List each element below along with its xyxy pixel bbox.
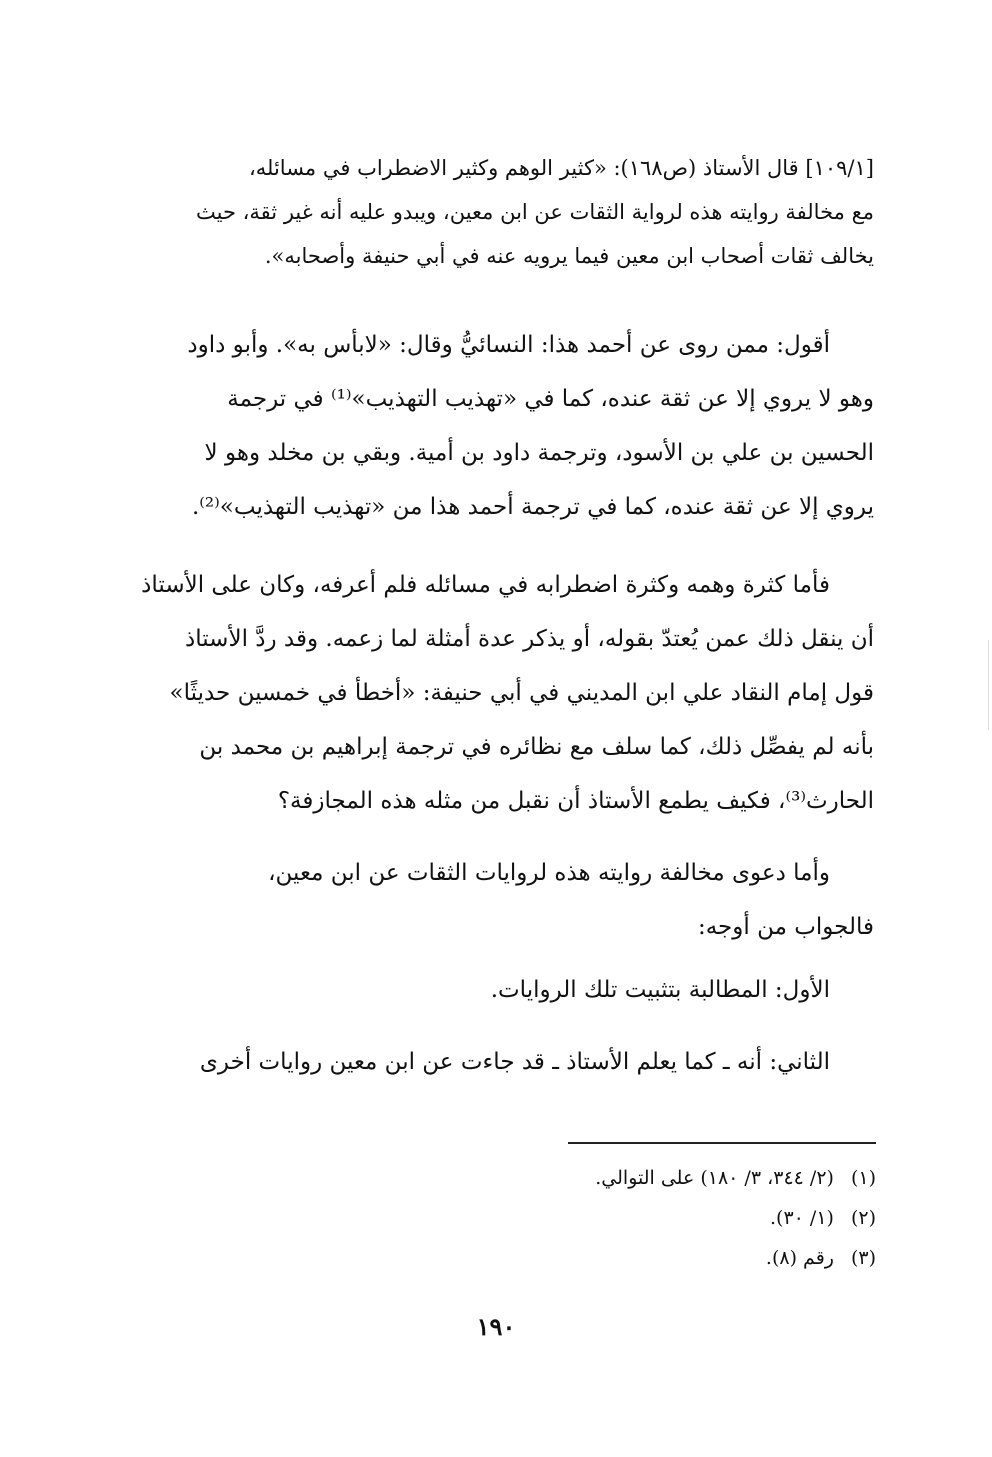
footnote-text: رقم (٨). [765,1247,834,1269]
text-line: بأنه لم يفصِّل ذلك، كما سلف مع نظائره في ترجمة إبراهيم بن محمد بن [199,734,874,760]
paragraph-claim [104,846,874,954]
text-line: وهو لا يروي إلا عن ثقة عنده، كما في «تهذيب التهذيب»⁽¹⁾ في ترجمة [227,386,874,412]
footnote-number: (٢) [850,1207,876,1229]
footnote-number: (٣) [850,1247,876,1269]
text-line: أن ينقل ذلك عمن يُعتدّ بقوله، أو يذكر عدة أمثلة لما زعمه. وقد ردَّ الأستاذ [184,626,874,652]
text-line: الحارث⁽³⁾، فكيف يطمع الأستاذ أن نقبل من مثله هذه المجازفة؟ [277,788,874,814]
footnote-number: (١) [850,1167,876,1189]
text-line: [١٠٩/١] قال الأستاذ (ص١٦٨): «كثير الوهم وكثير الاضطراب في مسائله، [248,156,874,180]
text-line: الحسين بن علي بن الأسود، وترجمة داود بن أمية. وبقي بن مخلد وهو لا [204,440,874,466]
footnotes [400,1158,876,1278]
quote-paragraph [104,146,874,278]
text-line: الثاني: أنه ـ كما يعلم الأستاذ ـ قد جاءت عن ابن معين روايات أخرى [199,1049,830,1075]
text-line: قول إمام النقاد علي ابن المديني في أبي حنيفة: «أخطأ في خمسين حديثًا» [169,680,874,706]
footnote-item [400,1198,876,1238]
footnote-item [400,1238,876,1278]
text-line: أقول: ممن روى عن أحمد هذا: النسائيُّ وقال: «لابأس به». وأبو داود [187,332,830,358]
text-line: يخالف ثقات أصحاب ابن معين فيما يرويه عنه في أبي حنيفة وأصحابه». [264,244,874,268]
text-line: الأول: المطالبة بتثبيت تلك الروايات. [490,977,830,1003]
text-line: وأما دعوى مخالفة روايته هذه لروايات الثقات عن ابن معين، [268,860,830,886]
footnote-text: (١/ ٣٠). [769,1207,834,1229]
scan-edge-mark [988,640,989,730]
footnote-item [400,1158,876,1198]
page-number: ١٩٠ [476,1312,516,1341]
paragraph-confusion [104,558,874,828]
footnote-divider [568,1142,876,1144]
text-line: فالجواب من أوجه: [697,914,874,940]
paragraph-first-point [104,963,874,1017]
text-line: فأما كثرة وهمه وكثرة اضطرابه في مسائله فلم أعرفه، وكان على الأستاذ [141,572,830,598]
paragraph-second-point [104,1035,874,1089]
footnote-text: (٢/ ٣٤٤، ٣/ ١٨٠) على التوالي. [595,1167,834,1189]
text-line: يروي إلا عن ثقة عنده، كما في ترجمة أحمد هذا من «تهذيب التهذيب»⁽²⁾. [191,494,874,520]
text-line: مع مخالفة روايته هذه لرواية الثقات عن ابن معين، ويبدو عليه أنه غير ثقة، حيث [196,200,874,224]
paragraph-reply [104,318,874,534]
